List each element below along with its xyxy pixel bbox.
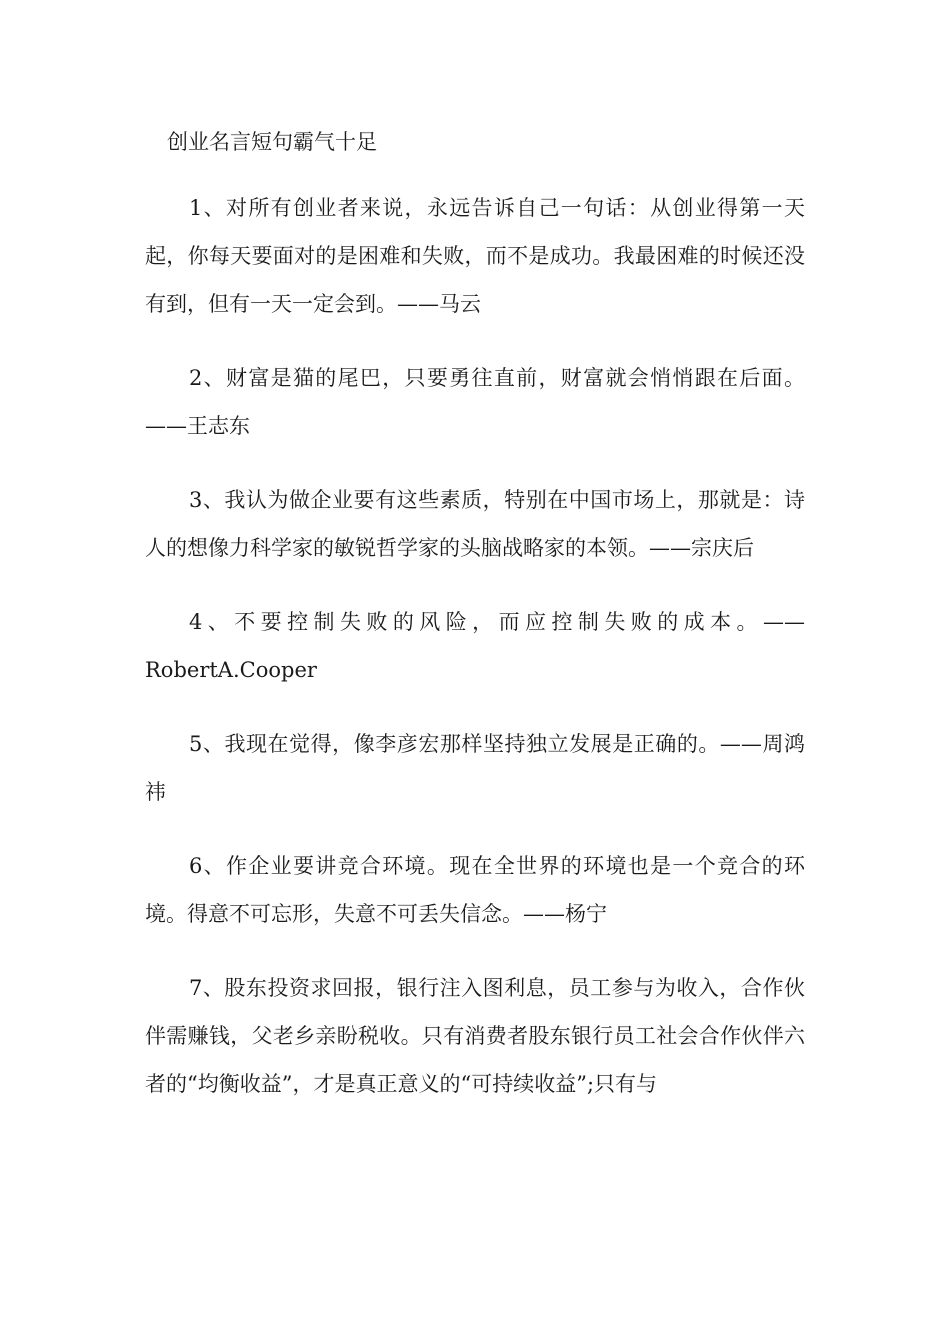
quote-paragraph: 4、不要控制失败的风险，而应控制失败的成本。——RobertA.Cooper <box>145 610 805 682</box>
quote-paragraph: 3、我认为做企业要有这些素质，特别在中国市场上，那就是：诗人的想像力科学家的敏锐哲学家的头脑战略家的本领。——宗庆后 <box>145 488 805 560</box>
quote-paragraph: 6、作企业要讲竞合环境。现在全世界的环境也是一个竞合的环境。得意不可忘形，失意不可丢失信念。——杨宁 <box>145 854 805 926</box>
document-title: 创业名言短句霸气十足 <box>167 130 377 154</box>
quote-paragraph: 5、我现在觉得，像李彦宏那样坚持独立发展是正确的。——周鸿祎 <box>145 732 805 804</box>
quote-paragraph: 2、财富是猫的尾巴，只要勇往直前，财富就会悄悄跟在后面。——王志东 <box>145 366 805 438</box>
document-page <box>145 118 805 1134</box>
quote-paragraph: 1、对所有创业者来说，永远告诉自己一句话：从创业得第一天起，你每天要面对的是困难和失败，而不是成功。我最困难的时候还没有到，但有一天一定会到。——马云 <box>145 196 805 316</box>
quote-paragraph: 7、股东投资求回报，银行注入图利息，员工参与为收入，合作伙伴需赚钱，父老乡亲盼税收。只有消费者股东银行员工社会合作伙伴六者的“均衡收益”，才是真正意义的“可持续收益”;只有与 <box>145 976 805 1096</box>
